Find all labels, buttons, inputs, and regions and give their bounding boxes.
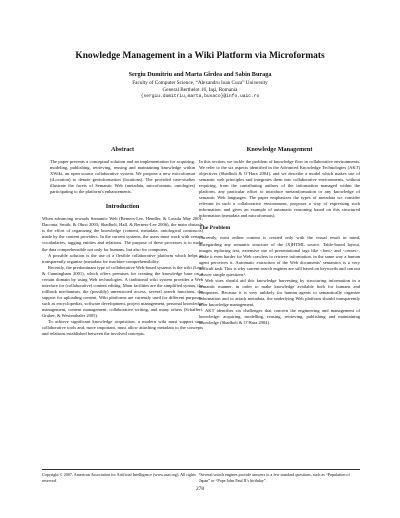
paper-title: Knowledge Management in a Wiki Platform via Microformats — [75, 51, 325, 61]
introduction-heading: Introduction — [105, 203, 140, 211]
affiliation-line-1: Faculty of Computer Science, “Alexandru Ioan Cuza” University — [132, 80, 268, 86]
abstract-text: The paper presents a conceptual solution and an implementation for acquiring, modeling, publishing, retrieving, reusing and maintaining knowledge within XWiki, an open source collaborative system. We propose a new microformat (tLocation) to denote geoinformation (locations). The provided case-studies illustrate the facets of Semantic Web (metadata, microformats, ontologies) participating to the platform's enhancements. — [50, 159, 195, 195]
footnote: ¹Several search engines provide answers to a few standard questions, such as “Population of Japan” or “Pope John Paul II’s birthday”. — [199, 469, 360, 483]
problem-heading: The Problem — [199, 225, 231, 232]
intro-paragraph-3: Recently, the predominant type of collaborative Web-based systems is the wiki (Leuf & Cunningham 2001), which offers premises for creating the knowledge base on a certain domain by using Web technologies. A traditional wiki system provides a Web interface for (collaborative) content editing. Main facilities are the simplified syntax, the rollback mechanism, the (possibly) unrestricted access, several search functions, the support for uploading content. Wiki platforms are currently used for different purposes, such as encyclopedias, software development, project management, personal knowledge management, content management, collaborative writing, and many others (Schaffert, Gruber, & Westenthaler 2005). — [42, 264, 203, 319]
knowledge-management-heading: Knowledge Management — [246, 146, 313, 153]
email-line: {sergiu.dumitriu,marta,busaco}@info.uaic.ro — [140, 93, 260, 99]
affiliation-block — [0, 80, 400, 101]
problem-paragraph-1: Currently, most online content is created only with the visual result in mind, disregarding any semantic structure of the (X)HTML source. Table-based layout, images replacing text, extensive use of presentational tags like <font> and <center>, make it even harder for Web crawlers to retrieve information, in the same way a human agent perceives it. Automatic extraction of the Web documents’ semantics is a very difficult task. This is why current search engines are still based on keywords and can not answer simple questions¹. — [199, 235, 360, 277]
abstract-block — [50, 159, 195, 195]
right-column — [199, 146, 360, 326]
affiliation-line-2: General Berthelot 16, Iaşi, Romania — [162, 86, 238, 93]
author-list: Sergiu Dumitriu and Marta Gîrdea and Sabin Buraga — [128, 71, 272, 78]
problem-paragraph-2: Web sites should aid this knowledge harvesting by structuring information in a semantic manner, in order to make knowledge available both for humans and computers. Because it is very unlikely for human agents to semantically organize information and to attach metadata, the underlying Web platform should transparently offer knowledge management. — [199, 277, 360, 307]
abstract-heading: Abstract — [110, 146, 135, 153]
intro-paragraph-2: A possible solution is the use of a flexible collaborative platform which helps to transparently organize (metadata for machine-comprehensibility. — [42, 252, 203, 264]
intro-paragraph-1: When advancing towards Semantic Web (Berners-Lee, Hendler, & Lassila May 2001; Daconta, Smith, & Obrst 2003; Shadbolt, Hall, & Berners-Lee 2006), the main obstacle is the effort of organizing the knowledge (content, metadata, ontological constructs) made by the content providers. In the current systems, the users must work with certain vocabularies, tagging entities and relations. The purpose of these processes is to make the data comprehensible not only for humans, but also for computers. — [42, 216, 203, 252]
left-column — [42, 146, 203, 337]
km-paragraph-1: In this section, we tackle the problem of knowledge flow in collaborative environments. We refer to the six aspects identified in the Advanced Knowledge Technologies (AKT) objectives (Shadbolt & O’Hara 2004), and we describe a model which makes use of semantic web principles and integrates them into collaborative environments, without requiring, from the contributing authors of the information managed within the platform, any particular effort to introduce metainformation or any knowledge of semantic Web languages. The paper emphasizes the types of metadata we consider relevant in such a collaborative environment, proposes a way of expressing such information, and gives an example of automatic reasoning based on this structured information (metadata and microformats). — [199, 159, 360, 219]
problem-paragraph-3: AKT identifies six challenges that concern the engineering and management of knowledge: acquiring, modelling, reusing, retrieving, publishing and maintaining knowledge (Shadbolt & O’Hara 2004). — [199, 308, 360, 326]
copyright-notice: Copyright © 2007, American Association for Artificial Intelligence (www.aaai.org). All rights reserved. — [42, 469, 203, 483]
page-number: 278 — [195, 486, 205, 492]
intro-paragraph-4: To achieve significant knowledge acquisition, a modern wiki must support user collaborative tools and, more important, must allow attaching metadata to the concepts and relations established between the involved concepts. — [42, 319, 203, 337]
